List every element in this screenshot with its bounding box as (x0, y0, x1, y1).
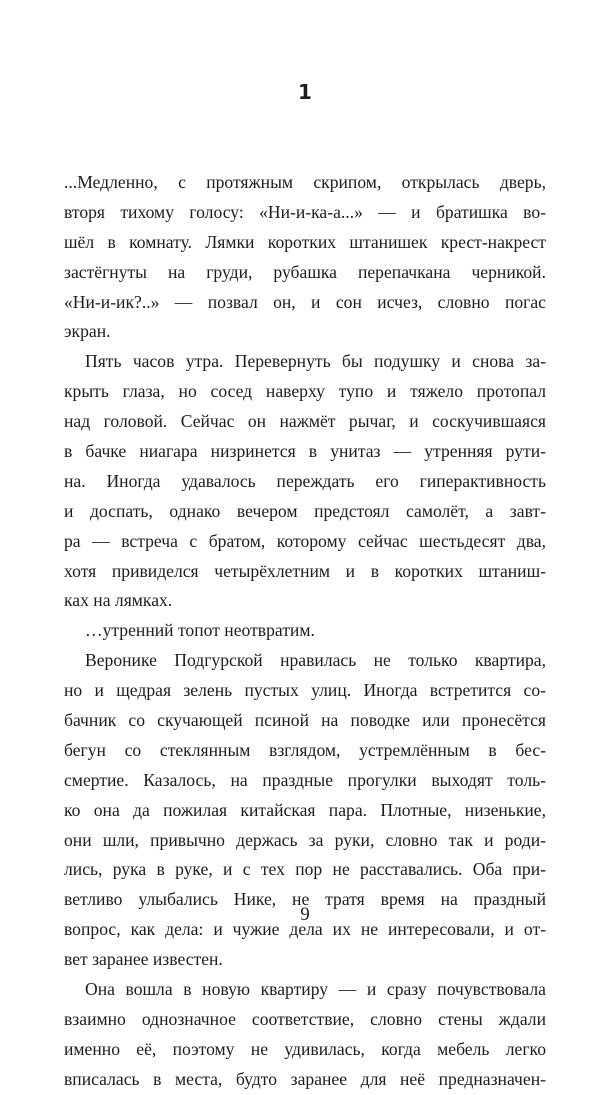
text-line: Веронике Подгурской нравилась не только квартира, (85, 650, 546, 671)
text-line: экран. (64, 321, 111, 342)
text-line: бегун со стеклянным взглядом, устремлённым в бес- (64, 739, 546, 760)
text-line: Она вошла в новую квартиру — и сразу почувствовала (85, 979, 546, 1000)
text-line: ветливо улыбались Нике, не тратя время на праздный (64, 889, 546, 910)
text-line: в бачке ниагара низринется в унитаз — утренняя рути- (64, 441, 546, 462)
body-text (64, 168, 546, 1095)
text-line: ...Медленно, с протяжным скрипом, открылась дверь, (64, 172, 546, 192)
text-line: ра — встреча с братом, которому сейчас шестьдесят два, (64, 530, 546, 551)
text-line: …утренний топот неотвратим. (85, 620, 315, 641)
text-line: они шли, привычно держась за руки, словно так и роди- (64, 829, 546, 850)
text-line: лись, рука в руке, и с тех пор не расставались. Оба при- (64, 859, 546, 880)
text-line: на. Иногда удавалось переждать его гиперактивность (64, 470, 546, 491)
text-line: шёл в комнату. Лямки коротких штанишек крест-накрест (64, 231, 546, 252)
text-line: вписалась в места, будто заранее для неё предназначен- (64, 1068, 546, 1089)
text-line: над головой. Сейчас он нажмёт рычаг, и соскучившаяся (64, 411, 546, 432)
text-line: Пять часов утра. Перевернуть бы подушку и снова за- (85, 351, 546, 372)
text-line: крыть глаза, но сосед наверху тупо и тяжело протопал (64, 381, 546, 402)
text-line: и доспать, однако вечером предстоял самолёт, а завт- (64, 500, 546, 521)
text-line: взаимно однозначное соответствие, словно стены ждали (64, 1008, 546, 1029)
text-line: но и щедрая зелень пустых улиц. Иногда встретится со- (64, 680, 546, 701)
text-line: смертие. Казалось, на праздные прогулки выходят толь- (64, 769, 546, 790)
page-number: 9 (300, 904, 310, 925)
text-line: вторя тихому голосу: «Ни-и-ка-а...» — и братишка во- (64, 201, 546, 222)
text-line: вопрос, как дела: и чужие дела их не интересовали, и от- (64, 919, 546, 940)
text-line: хотя привиделся четырёхлетним и в коротких штаниш- (64, 560, 546, 581)
chapter-number: 1 (298, 80, 312, 104)
text-line: «Ни-и-ик?..» — позвал он, и сон исчез, словно погас (64, 291, 546, 312)
text-line: застёгнуты на груди, рубашка перепачкана черникой. (64, 261, 546, 282)
text-line: вет заранее известен. (64, 949, 223, 970)
text-line: именно её, поэтому не удивилась, когда мебель легко (64, 1038, 546, 1059)
text-line: ках на лямках. (64, 590, 173, 611)
text-line: бачник со скучающей псиной на поводке или пронесётся (64, 710, 546, 731)
text-line: ко она да пожилая китайская пара. Плотные, низенькие, (64, 799, 546, 820)
